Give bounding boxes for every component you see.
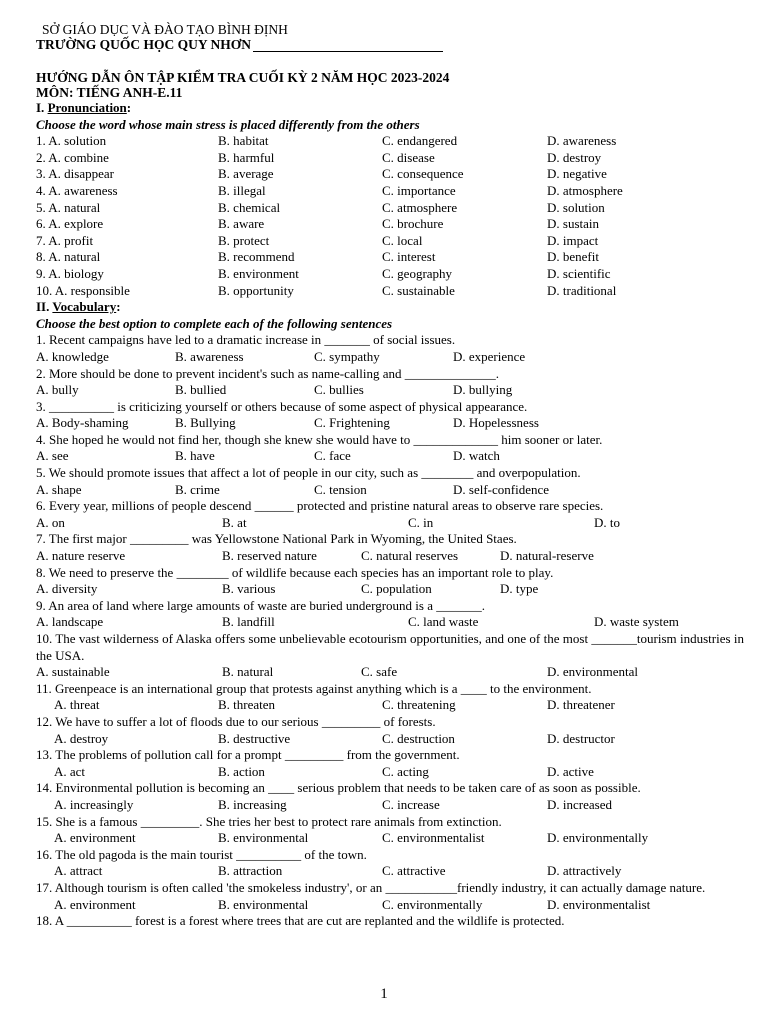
option-c: C. acting (382, 763, 429, 779)
option-b: B. chemical (218, 199, 281, 215)
question-text: 14. Environmental pollution is becoming an ____ serious problem that needs to be taken care of as soon as possible. (36, 780, 641, 796)
option-d: D. sustain (547, 216, 599, 232)
option-a: 7. A. profit (36, 232, 94, 248)
option-c: C. interest (382, 249, 436, 265)
document-page (36, 22, 744, 930)
question-text: 10. The vast wilderness of Alaska offers some unbelievable ecotourism opportunities, and one of the most _______tourism industries in the USA. (36, 631, 744, 663)
option-b: B. at (222, 514, 247, 530)
school-name (36, 37, 744, 52)
option-c: C. brochure (382, 216, 444, 232)
option-a: 9. A. biology (36, 265, 104, 281)
question-text: 16. The old pagoda is the main tourist __________ of the town. (36, 846, 367, 862)
option-d: D. benefit (547, 249, 599, 265)
option-d: D. to (594, 514, 620, 530)
question-options (36, 797, 744, 814)
option-d: D. increased (547, 796, 612, 812)
option-b: B. destructive (218, 730, 291, 746)
question-options (36, 830, 744, 847)
option-c: C. endangered (382, 133, 458, 149)
option-b: B. environment (218, 265, 299, 281)
option-a: A. shape (36, 481, 82, 497)
option-c: C. bullies (314, 382, 364, 398)
option-c: C. local (382, 232, 423, 248)
question-options (36, 664, 744, 681)
option-b: B. Bullying (175, 415, 236, 431)
option-b: B. environmental (218, 896, 309, 912)
option-a: 4. A. awareness (36, 182, 118, 198)
option-a: A. increasingly (54, 796, 134, 812)
option-a: 2. A. combine (36, 149, 109, 165)
option-d: D. self-confidence (453, 481, 550, 497)
signature-line (253, 39, 443, 52)
subject-line: MÔN: TIẾNG ANH-E.11 (36, 85, 183, 100)
option-a: 8. A. natural (36, 249, 101, 265)
question-text: 15. She is a famous _________. She tries her best to protect rare animals from extinction. (36, 813, 502, 829)
option-b: B. bullied (175, 382, 227, 398)
option-d: D. awareness (547, 133, 617, 149)
option-a: A. diversity (36, 581, 98, 597)
option-c: C. natural reserves (361, 548, 459, 564)
school-name-text: TRƯỜNG QUỐC HỌC QUY NHƠN (36, 37, 251, 52)
option-a: A. threat (54, 697, 100, 713)
option-b: B. opportunity (218, 282, 294, 298)
option-c: C. attractive (382, 863, 446, 879)
option-b: B. recommend (218, 249, 295, 265)
vocabulary-instruction: Choose the best option to complete each of the following sentences (36, 315, 393, 331)
option-a: A. environment (54, 896, 136, 912)
question-text: 12. We have to suffer a lot of floods due to our serious _________ of forests. (36, 713, 436, 729)
option-d: D. destroy (547, 149, 602, 165)
question-options (36, 349, 744, 366)
option-c: C. threatening (382, 697, 456, 713)
option-d: D. threatener (547, 697, 615, 713)
option-d: D. waste system (594, 614, 679, 630)
question-options (36, 482, 744, 499)
question-options (36, 697, 744, 714)
pronunciation-row (36, 249, 744, 266)
pronunciation-row (36, 183, 744, 200)
option-a: A. sustainable (36, 664, 110, 680)
option-b: B. illegal (218, 182, 266, 198)
option-a: 5. A. natural (36, 199, 101, 215)
section-heading-vocabulary: II. Vocabulary: (36, 299, 121, 315)
question-text: 8. We need to preserve the ________ of wildlife because each species has an important role to play. (36, 564, 554, 580)
pronunciation-instruction: Choose the word whose main stress is placed differently from the others (36, 116, 420, 132)
option-b: B. increasing (218, 796, 287, 812)
option-d: D. destructor (547, 730, 615, 746)
option-a: A. destroy (54, 730, 109, 746)
option-c: C. in (408, 514, 434, 530)
department-name: SỞ GIÁO DỤC VÀ ĐÀO TẠO BÌNH ĐỊNH (42, 22, 288, 37)
option-c: C. sympathy (314, 348, 380, 364)
option-c: C. face (314, 448, 351, 464)
pronunciation-row (36, 166, 744, 183)
option-d: D. attractively (547, 863, 622, 879)
option-a: A. nature reserve (36, 548, 126, 564)
option-c: C. safe (361, 664, 398, 680)
option-d: D. Hopelessness (453, 415, 539, 431)
question-options (36, 614, 744, 631)
option-b: B. awareness (175, 348, 244, 364)
option-c: C. tension (314, 481, 367, 497)
vocabulary-questions (36, 332, 744, 929)
option-b: B. various (222, 581, 276, 597)
pronunciation-row (36, 283, 744, 300)
question-options (36, 581, 744, 598)
option-b: B. natural (222, 664, 274, 680)
option-b: B. reserved nature (222, 548, 317, 564)
option-a: 10. A. responsible (36, 282, 130, 298)
question-text: 1. Recent campaigns have led to a dramatic increase in _______ of social issues. (36, 332, 456, 348)
option-b: B. have (175, 448, 215, 464)
option-a: A. Body-shaming (36, 415, 129, 431)
option-b: B. threaten (218, 697, 276, 713)
question-options (36, 448, 744, 465)
option-d: D. environmentally (547, 830, 649, 846)
option-d: D. traditional (547, 282, 617, 298)
option-b: B. average (218, 166, 274, 182)
option-a: A. on (36, 514, 65, 530)
option-a: 6. A. explore (36, 216, 104, 232)
question-text: 9. An area of land where large amounts of waste are buried underground is a _______. (36, 597, 485, 613)
question-options (36, 863, 744, 880)
pronunciation-questions (36, 133, 744, 299)
question-text: 6. Every year, millions of people descend ______ protected and pristine natural areas to observe rare species. (36, 498, 604, 514)
option-c: C. consequence (382, 166, 464, 182)
option-b: B. aware (218, 216, 265, 232)
option-a: A. landscape (36, 614, 104, 630)
option-a: 1. A. solution (36, 133, 107, 149)
option-c: C. environmentalist (382, 830, 485, 846)
option-a: A. bully (36, 382, 79, 398)
option-d: D. solution (547, 199, 605, 215)
question-text: 11. Greenpeace is an international group that protests against anything which is a ____ to the environment. (36, 680, 592, 696)
pronunciation-row (36, 233, 744, 250)
option-b: B. environmental (218, 830, 309, 846)
pronunciation-row (36, 133, 744, 150)
option-d: D. type (500, 581, 539, 597)
page-number: 1 (380, 986, 388, 1002)
document-title: HƯỚNG DẪN ÔN TẬP KIỂM TRA CUỐI KỲ 2 NĂM HỌC 2023-2024 (36, 70, 450, 85)
question-options (36, 897, 744, 914)
question-options (36, 415, 744, 432)
option-c: C. land waste (408, 614, 479, 630)
question-options (36, 764, 744, 781)
question-text: 13. The problems of pollution call for a prompt _________ from the government. (36, 747, 460, 763)
question-options (36, 731, 744, 748)
question-text: 4. She hoped he would not find her, though she knew she would have to _____________ him sooner or later. (36, 431, 603, 447)
question-text: 17. Although tourism is often called 'the smokeless industry', or an ___________friendly industry, it can actually damage nature. (36, 879, 706, 895)
option-c: C. atmosphere (382, 199, 458, 215)
option-b: B. protect (218, 232, 270, 248)
option-d: D. environmental (547, 664, 638, 680)
option-a: A. knowledge (36, 348, 109, 364)
option-b: B. harmful (218, 149, 275, 165)
pronunciation-row (36, 266, 744, 283)
question-options (36, 548, 744, 565)
pronunciation-row (36, 200, 744, 217)
question-options (36, 382, 744, 399)
option-a: A. environment (54, 830, 136, 846)
option-a: A. act (54, 763, 86, 779)
option-d: D. environmentalist (547, 896, 651, 912)
option-c: C. population (361, 581, 432, 597)
option-d: D. negative (547, 166, 607, 182)
option-c: C. destruction (382, 730, 455, 746)
option-b: B. action (218, 763, 265, 779)
option-a: 3. A. disappear (36, 166, 114, 182)
question-text: 7. The first major _________ was Yellowstone National Park in Wyoming, the United Staes. (36, 531, 517, 547)
option-a: A. see (36, 448, 69, 464)
option-d: D. natural-reserve (500, 548, 594, 564)
option-b: B. attraction (218, 863, 283, 879)
option-c: C. environmentally (382, 896, 483, 912)
option-d: D. watch (453, 448, 500, 464)
option-d: D. bullying (453, 382, 513, 398)
pronunciation-row (36, 150, 744, 167)
question-text: 3. __________ is criticizing yourself or others because of some aspect of physical appearance. (36, 398, 528, 414)
option-d: D. scientific (547, 265, 611, 281)
option-c: C. importance (382, 182, 456, 198)
option-c: C. sustainable (382, 282, 455, 298)
option-d: D. impact (547, 232, 599, 248)
option-c: C. Frightening (314, 415, 390, 431)
question-text: 5. We should promote issues that affect a lot of people in our city, such as ________ and overpopulation. (36, 465, 581, 481)
option-b: B. crime (175, 481, 220, 497)
option-b: B. habitat (218, 133, 269, 149)
option-c: C. geography (382, 265, 453, 281)
question-text: 18. A __________ forest is a forest where trees that are cut are replanted and the wildlife is protected. (36, 913, 565, 929)
option-a: A. attract (54, 863, 103, 879)
question-text: 2. More should be done to prevent incident's such as name-calling and ______________. (36, 365, 500, 381)
option-b: B. landfill (222, 614, 275, 630)
question-options (36, 515, 744, 532)
section-heading-pronunciation: I. Pronunciation: (36, 100, 132, 115)
pronunciation-row (36, 216, 744, 233)
option-c: C. disease (382, 149, 435, 165)
option-d: D. atmosphere (547, 182, 623, 198)
option-d: D. experience (453, 348, 526, 364)
option-c: C. increase (382, 796, 440, 812)
option-d: D. active (547, 763, 594, 779)
